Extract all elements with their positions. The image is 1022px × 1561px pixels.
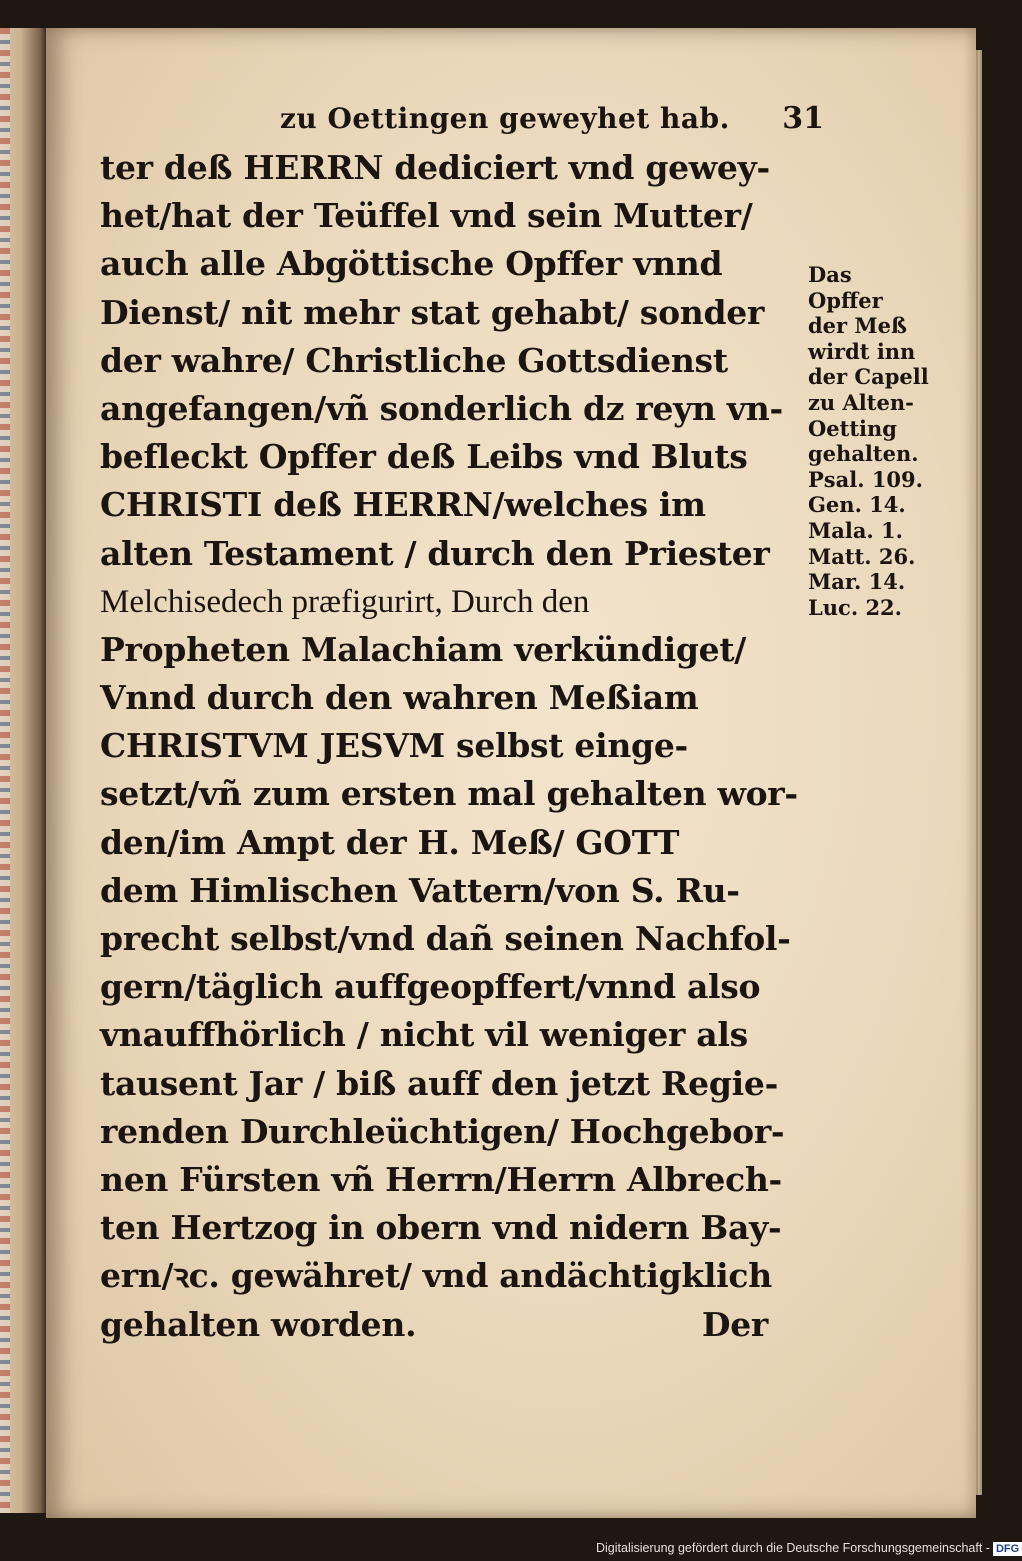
- running-head: zu Oettingen geweyhet hab.: [280, 102, 730, 135]
- margin-note: Gen. 14.: [808, 492, 906, 518]
- binding-headband: [0, 28, 10, 1513]
- text-line: renden Durchleüchtigen/ Hochgebor-: [100, 1111, 785, 1151]
- text-line: vnauffhörlich / nicht vil weniger als: [100, 1015, 748, 1055]
- left-page-edge: [0, 28, 46, 1513]
- text-line: der wahre/ Christliche Gottsdienst: [100, 340, 728, 380]
- credit-text: Digitalisierung gefördert durch die Deutsche Forschungsgemeinschaft -: [596, 1541, 990, 1555]
- margin-note: der Capell: [808, 364, 929, 390]
- catchword: Der: [701, 1304, 768, 1344]
- text-line: befleckt Opffer deß Leibs vnd Bluts: [100, 437, 748, 477]
- text-line: ter deß HERRN dediciert vnd gewey-: [100, 148, 770, 187]
- text-line: CHRISTI deß HERRN/welches im: [100, 485, 706, 525]
- page-number: 31: [782, 101, 824, 136]
- text-line: Dienst/ nit mehr stat gehabt/ sonder: [100, 292, 765, 332]
- margin-note: Mala. 1.: [808, 517, 903, 543]
- text-line: Vnnd durch den wahren Meßiam: [100, 678, 699, 718]
- margin-note: Das: [808, 262, 852, 287]
- text-line: het/hat der Teüffel vnd sein Mutter/: [100, 196, 753, 236]
- text-line: den/im Ampt der H. Meß/ GOTT: [100, 822, 680, 862]
- text-line: nen Fürsten vñ Herrn/Herrn Albrech-: [100, 1159, 782, 1199]
- digitization-credit: [596, 1538, 1020, 1558]
- margin-note: Mar. 14.: [808, 569, 906, 595]
- book-page: [46, 28, 976, 1518]
- dfg-logo: DFG: [993, 1542, 1022, 1556]
- margin-note: Psal. 109.: [808, 466, 923, 492]
- text-line: auch alle Abgöttische Opffer vnnd: [100, 244, 723, 284]
- margin-note: zu Alten-: [808, 389, 914, 415]
- text-line: dem Himlischen Vattern/von S. Ru-: [100, 870, 740, 910]
- final-line: [100, 1301, 768, 1349]
- margin-note: Matt. 26.: [808, 543, 916, 569]
- marginal-notes: [808, 262, 978, 620]
- text-line: CHRISTVM JESVM selbst einge-: [100, 726, 688, 766]
- margin-note: Luc. 22.: [808, 594, 902, 620]
- text-line: tausent Jar / biß auff den jetzt Regie-: [100, 1063, 778, 1103]
- margin-note: Oetting: [808, 415, 897, 441]
- margin-note: der Meß: [808, 313, 907, 339]
- margin-note: gehalten.: [808, 441, 919, 467]
- margin-note: Opffer: [808, 287, 883, 313]
- margin-note: wirdt inn: [808, 338, 916, 364]
- main-text: [100, 144, 800, 1349]
- text-line: ten Hertzog in obern vnd nidern Bay-: [100, 1208, 782, 1248]
- final-line-text: gehalten worden.: [100, 1304, 417, 1344]
- text-line: setzt/vñ zum ersten mal gehalten wor-: [100, 774, 798, 814]
- text-line: Melchisedech præfigurirt, Durch den: [100, 583, 590, 620]
- text-line: gern/täglich auffgeopffert/vnnd also: [100, 967, 761, 1007]
- text-line: Propheten Malachiam verkündiget/: [100, 629, 747, 669]
- text-block: [100, 28, 980, 1518]
- text-line: precht selbst/vnd dañ seinen Nachfol-: [100, 919, 791, 958]
- text-line: ern/ꝛc. gewähret/ vnd andächtigklich: [100, 1256, 772, 1296]
- text-line: alten Testament / durch den Priester: [100, 533, 770, 573]
- text-line: angefangen/vñ sonderlich dz reyn vn-: [100, 388, 783, 428]
